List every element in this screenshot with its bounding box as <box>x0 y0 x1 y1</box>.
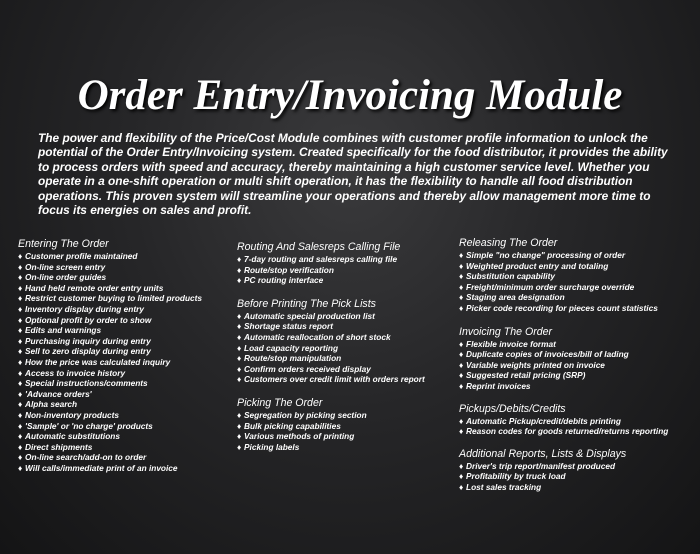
diamond-bullet-icon: ♦ <box>18 303 23 314</box>
list-item-label: Alpha search <box>25 399 78 410</box>
list-item <box>18 421 232 432</box>
list-item-label: Various methods of printing <box>244 431 355 442</box>
list-item-label: Substitution capability <box>466 271 555 282</box>
list-item-label: Reprint invoices <box>466 380 531 391</box>
list-item-label: Driver's trip report/manifest produced <box>466 460 616 471</box>
list-item <box>18 452 232 463</box>
list-item-label: Route/stop verification <box>244 264 334 275</box>
diamond-bullet-icon: ♦ <box>459 460 464 471</box>
diamond-bullet-icon: ♦ <box>459 426 464 437</box>
diamond-bullet-icon: ♦ <box>237 409 242 420</box>
diamond-bullet-icon: ♦ <box>237 342 242 353</box>
diamond-bullet-icon: ♦ <box>18 388 23 399</box>
list-item-label: Duplicate copies of invoices/bill of lading <box>466 349 629 360</box>
list-item-label: Flexible invoice format <box>466 338 556 349</box>
diamond-bullet-icon: ♦ <box>237 353 242 364</box>
list-item-label: Segregation by picking section <box>244 409 367 420</box>
feature-list <box>459 461 694 493</box>
list-item <box>237 421 453 432</box>
list-item-label: Restrict customer buying to limited products <box>25 293 203 304</box>
feature-section <box>237 241 453 286</box>
list-item <box>237 311 453 322</box>
list-item-label: 'Advance orders' <box>25 388 92 399</box>
list-item-label: Automatic reallocation of short stock <box>244 331 391 342</box>
list-item <box>18 463 232 474</box>
diamond-bullet-icon: ♦ <box>459 271 464 282</box>
list-item <box>459 303 694 314</box>
list-item-label: On-line screen entry <box>25 261 106 272</box>
diamond-bullet-icon: ♦ <box>18 272 23 283</box>
list-item <box>237 275 453 286</box>
list-item <box>18 262 232 273</box>
list-item <box>237 265 453 276</box>
diamond-bullet-icon: ♦ <box>18 399 23 410</box>
section-heading: Additional Reports, Lists & Displays <box>459 447 627 460</box>
diamond-bullet-icon: ♦ <box>18 420 23 431</box>
diamond-bullet-icon: ♦ <box>237 431 242 442</box>
feature-section <box>459 403 694 437</box>
list-item-label: Purchasing inquiry during entry <box>25 335 151 346</box>
list-item-label: Direct shipments <box>25 441 93 452</box>
section-heading: Releasing The Order <box>459 237 558 249</box>
list-item-label: Edits and warnings <box>25 325 102 336</box>
list-item <box>459 381 694 392</box>
list-item-label: Customers over credit limit with orders report <box>244 374 425 385</box>
list-item <box>459 261 694 272</box>
diamond-bullet-icon: ♦ <box>18 367 23 378</box>
diamond-bullet-icon: ♦ <box>459 292 464 303</box>
list-item <box>18 399 232 410</box>
feature-section <box>459 448 694 493</box>
list-item-label: Reason codes for goods returned/returns reporting <box>466 426 669 437</box>
diamond-bullet-icon: ♦ <box>237 374 242 385</box>
diamond-bullet-icon: ♦ <box>459 349 464 360</box>
list-item-label: Variable weights printed on invoice <box>466 359 605 370</box>
list-item-label: Shortage status report <box>244 321 333 332</box>
diamond-bullet-icon: ♦ <box>459 481 464 492</box>
list-item <box>18 346 232 357</box>
list-item-label: Customer profile maintained <box>25 251 138 261</box>
list-item-label: Route/stop manipulation <box>244 353 342 364</box>
diamond-bullet-icon: ♦ <box>237 363 242 374</box>
diamond-bullet-icon: ♦ <box>237 441 242 452</box>
list-item-label: Lost sales tracking <box>466 481 542 492</box>
list-item <box>18 304 232 315</box>
section-heading: Picking The Order <box>237 396 323 409</box>
feature-list <box>459 416 694 437</box>
list-item <box>237 254 453 265</box>
diamond-bullet-icon: ♦ <box>459 359 464 370</box>
list-item <box>18 357 232 368</box>
feature-list <box>237 311 453 385</box>
diamond-bullet-icon: ♦ <box>18 293 23 304</box>
list-item-label: Suggested retail pricing (SRP) <box>466 370 586 381</box>
diamond-bullet-icon: ♦ <box>18 261 23 272</box>
column-1 <box>18 238 232 479</box>
section-heading: Invoicing The Order <box>459 325 553 338</box>
feature-section <box>18 238 232 473</box>
list-item-label: 7-day routing and salesreps calling file <box>244 254 398 264</box>
list-item <box>459 360 694 371</box>
list-item-label: Simple "no change" processing of order <box>466 250 626 260</box>
feature-list <box>18 251 232 473</box>
list-item <box>459 471 694 482</box>
column-2 <box>237 241 453 458</box>
list-item-label: How the price was calculated inquiry <box>25 356 171 367</box>
list-item <box>459 271 694 282</box>
diamond-bullet-icon: ♦ <box>237 254 242 264</box>
diamond-bullet-icon: ♦ <box>18 441 23 452</box>
diamond-bullet-icon: ♦ <box>18 431 23 442</box>
page-title: Order Entry/Invoicing Module <box>77 72 623 119</box>
diamond-bullet-icon: ♦ <box>237 310 242 321</box>
diamond-bullet-icon: ♦ <box>237 275 242 286</box>
diamond-bullet-icon: ♦ <box>459 281 464 292</box>
diamond-bullet-icon: ♦ <box>18 462 23 473</box>
diamond-bullet-icon: ♦ <box>459 250 464 260</box>
list-item <box>18 389 232 400</box>
list-item-label: Confirm orders received display <box>244 363 371 374</box>
feature-list <box>237 254 453 286</box>
list-item <box>237 410 453 421</box>
list-item <box>237 353 453 364</box>
list-item <box>237 442 453 453</box>
list-item <box>18 431 232 442</box>
diamond-bullet-icon: ♦ <box>18 325 23 336</box>
diamond-bullet-icon: ♦ <box>18 335 23 346</box>
feature-section <box>237 298 453 385</box>
list-item <box>459 482 694 493</box>
list-item <box>459 461 694 472</box>
list-item <box>18 442 232 453</box>
diamond-bullet-icon: ♦ <box>237 321 242 332</box>
list-item <box>237 374 453 385</box>
diamond-bullet-icon: ♦ <box>18 378 23 389</box>
diamond-bullet-icon: ♦ <box>237 264 242 275</box>
diamond-bullet-icon: ♦ <box>459 338 464 349</box>
list-item-label: Sell to zero display during entry <box>25 346 151 357</box>
list-item-label: PC routing interface <box>244 275 324 286</box>
list-item <box>18 315 232 326</box>
list-item <box>459 282 694 293</box>
feature-section <box>237 397 453 452</box>
diamond-bullet-icon: ♦ <box>459 302 464 313</box>
feature-list <box>459 339 694 392</box>
diamond-bullet-icon: ♦ <box>459 471 464 482</box>
diamond-bullet-icon: ♦ <box>18 346 23 357</box>
list-item-label: Bulk picking capabilities <box>244 420 341 431</box>
list-item <box>237 332 453 343</box>
section-heading: Before Printing The Pick Lists <box>237 297 376 310</box>
list-item-label: On-line search/add-on to order <box>25 452 147 463</box>
list-item <box>18 325 232 336</box>
list-item-label: Non-inventory products <box>25 409 120 420</box>
list-item-label: Picking labels <box>244 441 300 452</box>
list-item-label: Optional profit by order to show <box>25 314 152 325</box>
list-item <box>459 349 694 360</box>
diamond-bullet-icon: ♦ <box>18 409 23 420</box>
list-item <box>18 336 232 347</box>
list-item-label: Picker code recording for pieces count statistics <box>466 302 658 313</box>
diamond-bullet-icon: ♦ <box>459 370 464 381</box>
list-item-label: 'Sample' or 'no charge' products <box>25 420 153 431</box>
list-item <box>18 410 232 421</box>
list-item <box>459 250 694 261</box>
list-item-label: Special instructions/comments <box>25 378 148 389</box>
list-item-label: Will calls/immediate print of an invoice <box>25 462 178 473</box>
diamond-bullet-icon: ♦ <box>237 420 242 431</box>
feature-list <box>459 250 694 314</box>
list-item-label: Automatic special production list <box>244 310 375 321</box>
column-3 <box>459 237 694 499</box>
list-item-label: Access to invoice history <box>25 367 126 378</box>
list-item-label: Staging area designation <box>466 292 565 303</box>
list-item-label: Profitability by truck load <box>466 471 566 482</box>
list-item <box>18 283 232 294</box>
list-item <box>237 343 453 354</box>
list-item <box>237 321 453 332</box>
diamond-bullet-icon: ♦ <box>459 380 464 391</box>
diamond-bullet-icon: ♦ <box>18 356 23 367</box>
list-item <box>459 339 694 350</box>
list-item <box>459 292 694 303</box>
list-item <box>18 368 232 379</box>
list-item-label: Automatic substitutions <box>25 431 120 442</box>
list-item-label: Freight/minimum order surcharge override <box>466 281 635 292</box>
diamond-bullet-icon: ♦ <box>459 415 464 426</box>
section-heading: Routing And Salesreps Calling File <box>237 241 401 253</box>
list-item <box>459 426 694 437</box>
diamond-bullet-icon: ♦ <box>18 282 23 293</box>
list-item-label: Weighted product entry and totaling <box>466 260 609 271</box>
list-item-label: Hand held remote order entry units <box>25 282 164 293</box>
diamond-bullet-icon: ♦ <box>18 251 23 261</box>
list-item-label: On-line order guides <box>25 272 107 283</box>
list-item <box>237 431 453 442</box>
feature-section <box>459 326 694 392</box>
intro-paragraph: The power and flexibility of the Price/Cost Module combines with customer profile information to unlock the potential of the Order Entry/Invoicing system. Created specifically for the food distributor, it provides the ability to process orders with speed and accuracy, thereby maintaining a high customer service level. Whether you operate in a one-shift operation or multi shift operation, it has the flexibility to handle all food distribution operations. This proven system will streamline your operations and thereby allow management more time to focus its energies on sales and profit. <box>38 131 668 218</box>
list-item-label: Inventory display during entry <box>25 303 144 314</box>
diamond-bullet-icon: ♦ <box>237 331 242 342</box>
list-item <box>18 251 232 262</box>
section-heading: Pickups/Debits/Credits <box>459 402 566 415</box>
list-item-label: Load capacity reporting <box>244 342 339 353</box>
list-item <box>18 272 232 283</box>
list-item <box>237 364 453 375</box>
section-heading: Entering The Order <box>18 238 109 250</box>
list-item <box>18 293 232 304</box>
list-item <box>459 416 694 427</box>
list-item <box>18 378 232 389</box>
list-item-label: Automatic Pickup/credit/debits printing <box>466 415 621 426</box>
diamond-bullet-icon: ♦ <box>18 314 23 325</box>
feature-list <box>237 410 453 452</box>
list-item <box>459 370 694 381</box>
diamond-bullet-icon: ♦ <box>459 260 464 271</box>
feature-section <box>459 237 694 314</box>
diamond-bullet-icon: ♦ <box>18 452 23 463</box>
